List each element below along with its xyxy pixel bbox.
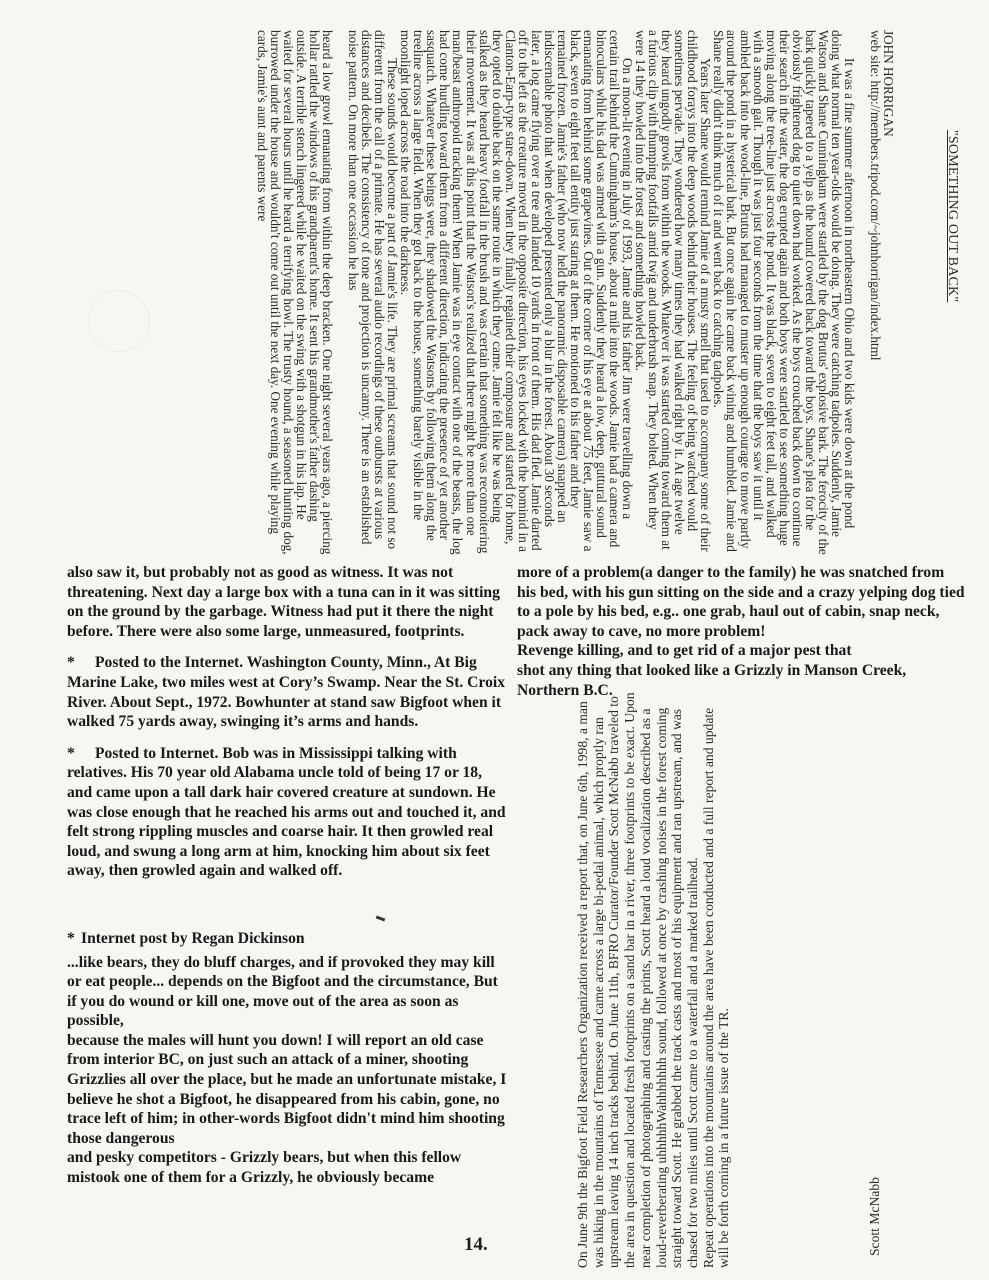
report-text-line: because the males will hunt you down! I will report an old case from interior BC, on just such an attack of a miner, shooting Grizzlies all over the place, but he made an unfortunate mistake, I believe he shot a Bigfoot, he disappeared from his cabin, gone, no trace left of him; in other-words Bigfoot didn't mind him shooting those dangerous: [67, 1031, 507, 1147]
left-column: [67, 563, 507, 1188]
article-author: JOHN HORRIGAN: [881, 30, 896, 137]
report-text-line: and pesky competitors - Grizzly bears, but when this fellow mistook one of them for a Grizzly, he obviously became: [67, 1149, 462, 1187]
page-number: 14.: [464, 1234, 488, 1255]
bfro-paragraph: On June 9th the Bigfoot Field Researchers Organization received a report that, on June 6th, 1998, a man was hiking in the mountains of Tennessee and came across a large bi-pedal animal, which proptly ran upstream leaving 14 inch tracks behind. On June 11th, BFRO Curator/Founder Scott McNabb traveled to the area in question and located fresh footprints on a sand bar in a river, three footprints to be exact. Upon near completion of photographing and casting the prints, Scott heard a loud vocalization described as a loud-reverberating uhhhhhWahhhhhhh sound, followed at once by crashing noises in the forest coming straight toward Scott. He grabbed the track casts and most of his equipment and ran upstream, and was chased for two miles until Scott came to a waterfall and a marked trailhead.: [575, 692, 700, 1268]
right-column: [517, 563, 967, 700]
article-title-text: "SOMETHING OUT BACK": [945, 130, 960, 303]
continuation-line: more of a problem(a danger to the family) he was snatched from his bed, with his gun sitting on the side and a crazy yelping dog tied to a pole by his bed, e.g.. one grab, haul out of cabin, snap neck, pack away to cave, no more problem!: [517, 564, 965, 640]
continuation-line: Revenge killing, and to get rid of a major pest that: [517, 642, 852, 660]
report-posted-internet-mississippi: [67, 744, 507, 881]
article-paragraph: Years later Shane would remind Jamie of a musty smell that used to accompany some of their childhood forays into the deep woods behind their houses. The feeling of being watched would sometimes pervade. They wondered how many times they had walked right by it. At age twelve they heard ungodly growls from within the woods. Whatever it was started coming toward them at a furious clip with thumping footfalls amid twig and underbrush snap. They bolted. When they were 14 they howled into the forest and something howled back.: [633, 30, 714, 552]
rotated-article-bfro-report: [575, 688, 895, 1268]
rotated-article-something-out-back: [60, 30, 960, 555]
article-website: web site: http://members.tripod.com/~johnhorrigan/index.html: [867, 30, 883, 361]
article-title-row: [947, 30, 960, 555]
report-text: Posted to the Internet. Washington County, Minn., At Big Marine Lake, two miles west at Cory’s Swamp. Near the St. Croix River. About Sept., 1972. Bowhunter at stand saw Bigfoot when it walked 75 yards away, swinging it’s arms and hands.: [67, 654, 506, 731]
article-paragraph: On a moon-lit evening in July of 1993, Jamie and his father Jim were travelling down a certain trail behind the Cunningham's house, about a mile into the woods. Jamie had a camera and binoculars while his dad was armed with a gun. Suddenly they heard a low, deep, guttural sound emanating from behind some grapevines. Out of the corner of his eye at about 75 feet, Jamie saw a black, seven to eight feet tall entity just staring at them. He motioned to his father and they remained frozen. Jamie's father (who now held the panoramic disposable camera) snapped an indiscernable photo that when developed presented only a blur in the forest. About 30 seconds later, a log came flying over a tree and landed 10 yards in front of them. His dad fled. Jamie darted off to the left as the creature moved in the opposite direction, his eyes locked with the hominid in a Clanton-Earp-type stare-down. When they finally regained their composure and started for home, they opted to double back on the same route in which they came. Jamie felt like he was being stalked as they heard heavy footfall in the brush and was certain that something was reconnoitering their movement. It was at this point that the Watson's realized that there might be more than one man/beast anthropoid tracking them! When Jamie was in eye contact with one of the beasts, the log had come hurdling toward them from a different direction, indicating the presence of yet another sasquatch. Whatever these beings were, they shadowed the Watsons by following them along the treeline across a large field. When they got back to the house, something barely visible in the moonlight loped across the road into the darkness.: [398, 30, 636, 555]
report-posted-internet-minnesota: [67, 653, 507, 731]
report-text-line: ...like bears, they do bluff charges, and if provoked they may kill or eat people... depends on the Bigfoot and the circumstance, But if you do wound or kill one, move out of the area as soon as possible,: [67, 953, 498, 1030]
continuation-paragraph: also saw it, but probably not as good as witness. It was not threatening. Next day a large box with a tuna can in it was sitting on the ground by the garbage. Witness had put it there the night before. There were also some large, unmeasured, footprints.: [67, 564, 500, 640]
report-text: Posted to Internet. Bob was in Mississippi talking with relatives. His 70 year old Alabama uncle told of being 17 or 18, and came upon a tall dark hair covered creature at sundown. He was close enough that he reached his arms out and touched it, and felt strong rippling muscles and coarse hair. It then growled real loud, and swung a long arm at him, knocking him about six feet away, then growled again and walked off.: [67, 744, 506, 880]
article-paragraph: These sounds would become a part of Jamie's life. They are primal screams that sound not so different from the call of a primate. He has several audio recordings of these outbursts at various distances and decibels. The consistency of tone and projection is uncanny. There is an established noise pattern. On more than one occassion he has: [346, 30, 401, 550]
article-paragraph: heard a low growl emanating from within the deep bracken. One night several years ago, a piercing hollar rattled the windows of his grandparent's home. It sent his grandmother's father dashing outside. A terrible stench lingered while he waited on the swing with a shotgun in his lap. He waited for several hours until he heard a terrifying howl. The trusty hound, a seasoned hunting dog, burrowed under the house and wouldn't come out until the next day. One evening while playing cards, Jamie's aunt and parents were: [254, 30, 336, 555]
report-heading-regan-dickinson: [67, 929, 507, 949]
continuation-line: shot any thing that looked like a Grizzly in Manson Creek, Northern B.C.: [517, 661, 907, 699]
report-heading: Internet post by Regan Dickinson: [81, 929, 305, 947]
bullet-asterisk: *: [67, 929, 75, 947]
article-signature: Scott McNabb: [867, 1177, 882, 1256]
bullet-asterisk: *: [67, 654, 75, 672]
bullet-asterisk: *: [67, 744, 75, 762]
bfro-paragraph: Repeat operations into the mountains around the area have been conducted and a full report and update will be forth coming in a future issue of the TR.: [700, 707, 732, 1268]
article-paragraph: It was a fine summer afternoon in northeastern Ohio and two kids were down at the pond doing what normal ten year-olds would be doing. They were catching tadpoles. Suddenly, Jamie Watson and Shane Cunningham were startled by the dog Brutus' explosive bark. The ferocity of the bark quickly tapered to a yelp as the hound cowered back toward the boys. Shane's plea for the obviously frightened dog to quiet down had worked. As the boys crouched back down to continue their search in the water, the dog erupted again and both boys were startled to see something huge moving along the tree-line just across the pond. It was black, seven to eight feet tall, and walked with a smooth gait. Though it was just four seconds from the time that the boys saw it until it ambled back into the wood-line, Brutus had managed to muster up enough courage to move partly around the pond in a hysterical bark. But once again he came back wining and humbled. Jamie and Shane really didn't think much of it and went back to catching tadpoles.: [711, 30, 857, 555]
